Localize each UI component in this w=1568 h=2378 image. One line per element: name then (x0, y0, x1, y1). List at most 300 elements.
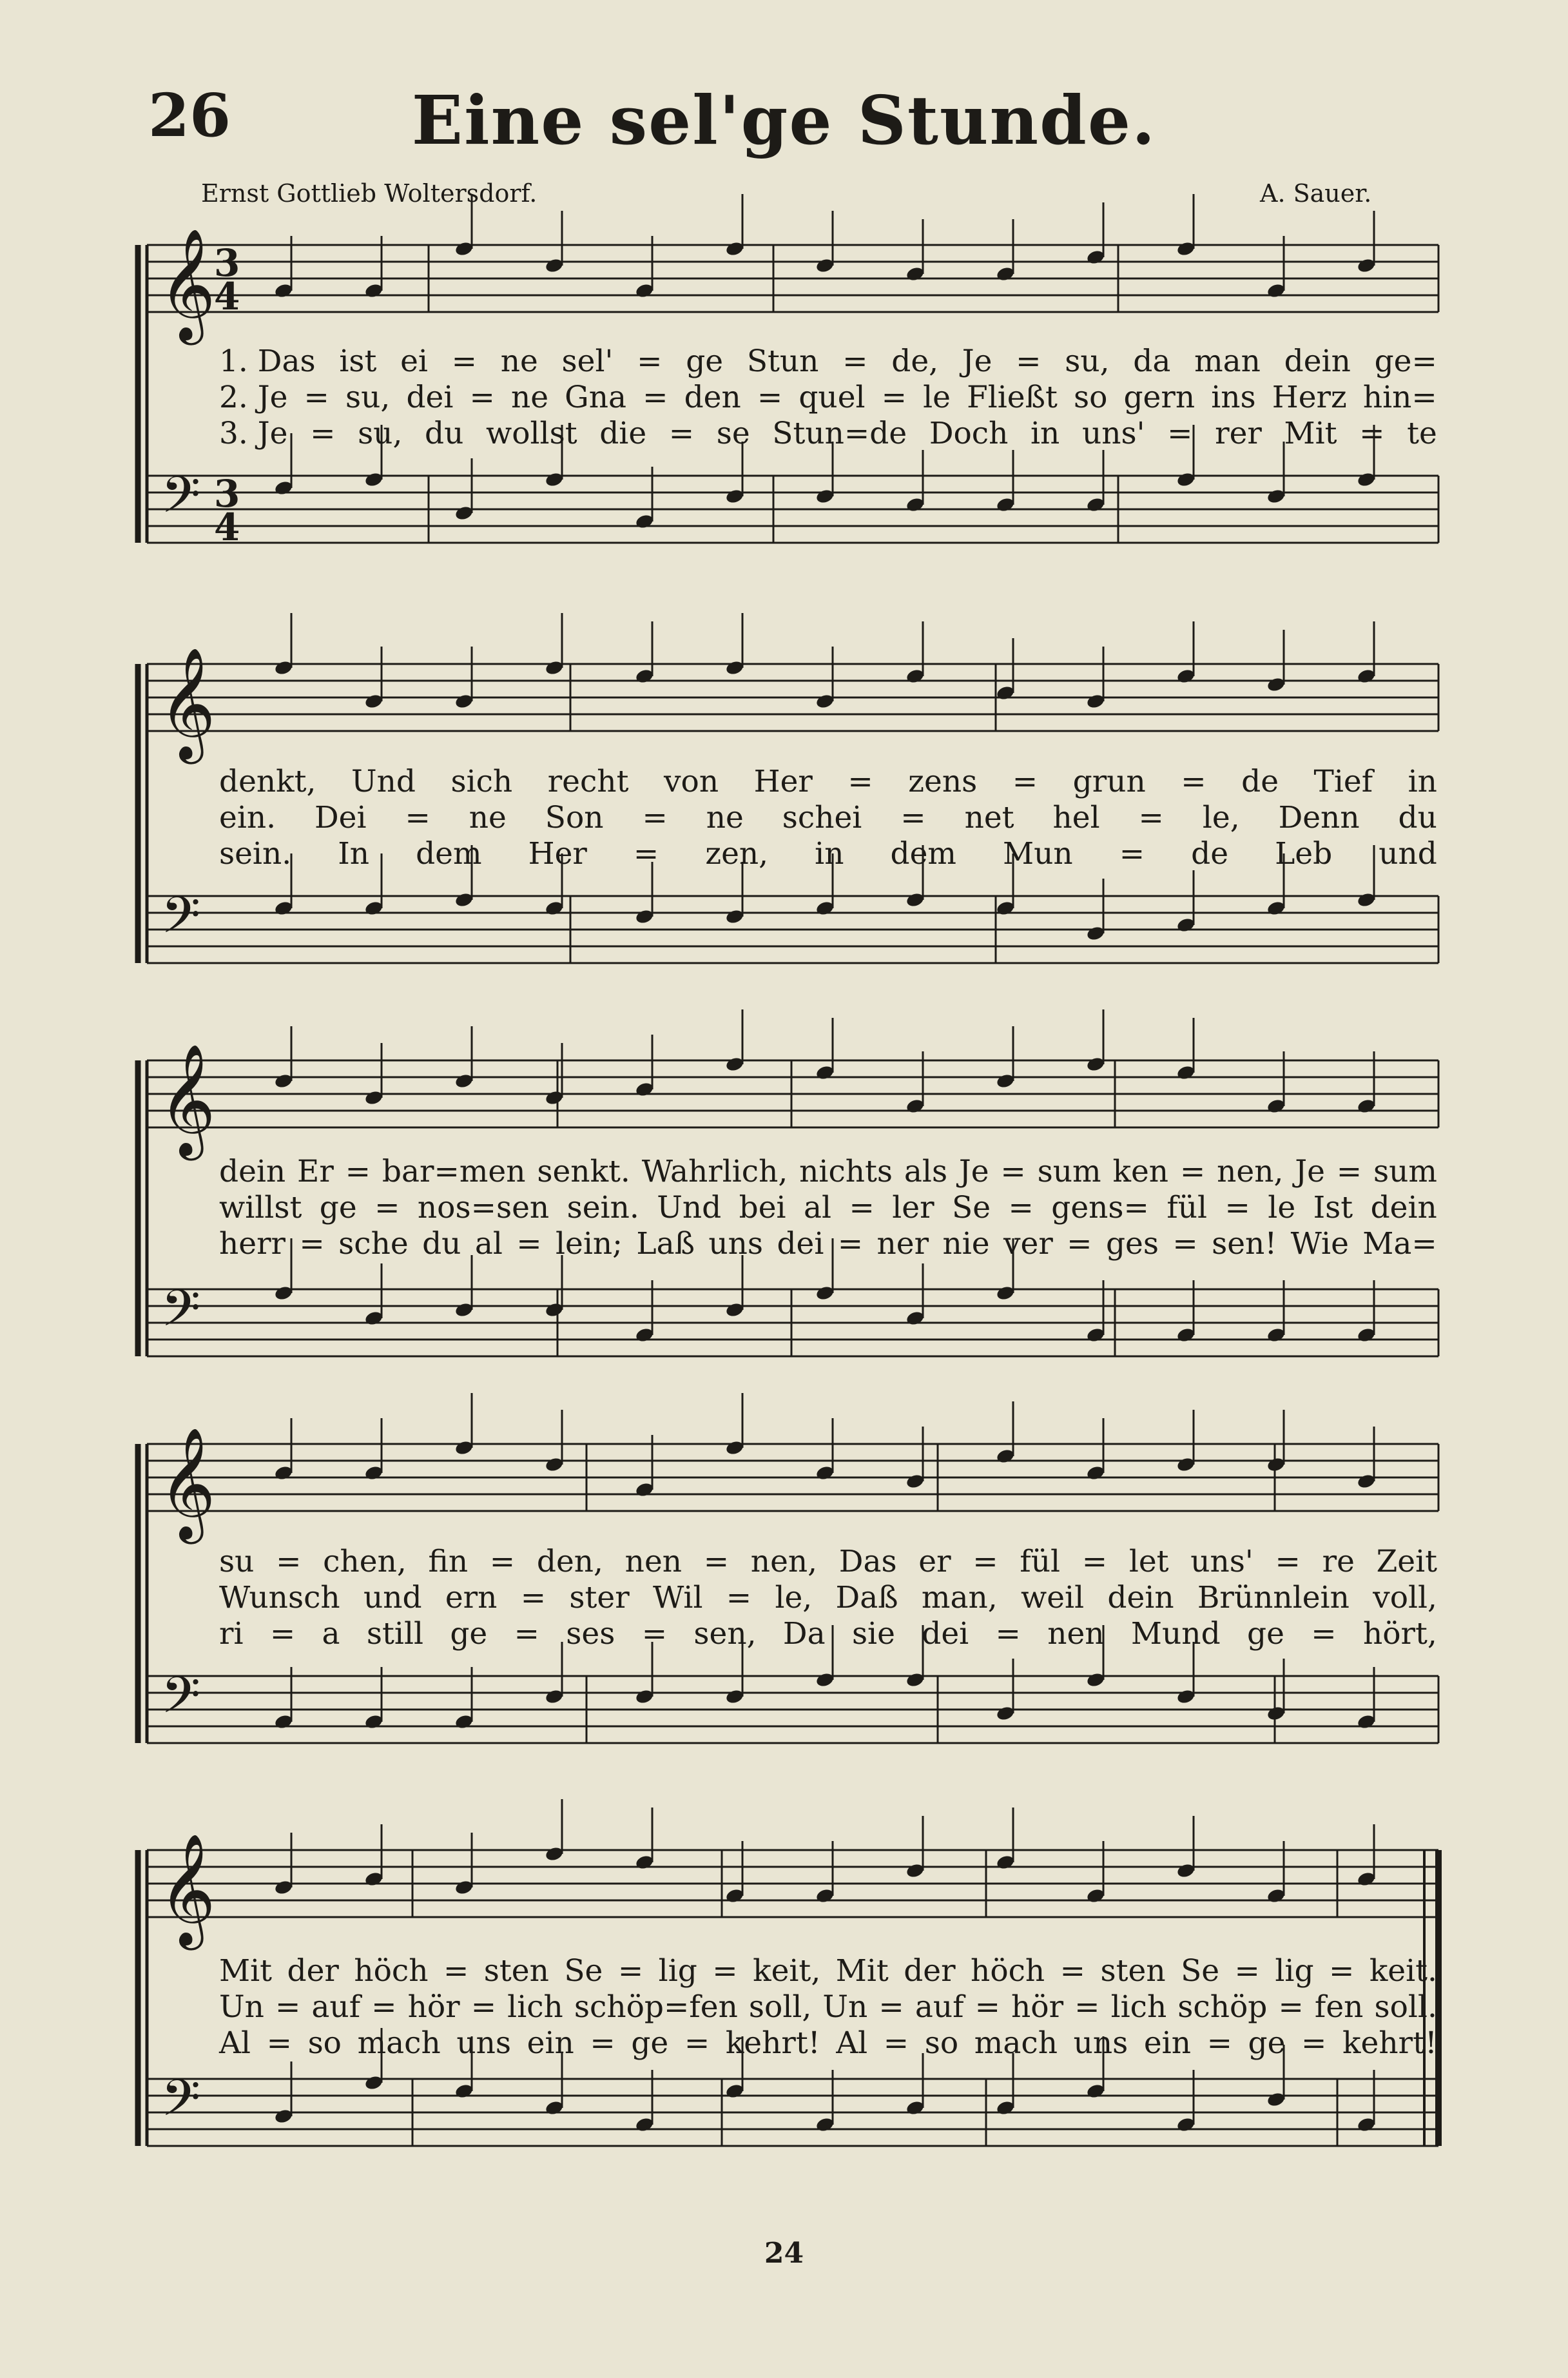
lyric-syllable: höch (354, 1953, 429, 1989)
lyric-syllable: = (726, 1580, 752, 1615)
lyric-syllable: = (1234, 1953, 1260, 1989)
lyric-syllable: Se (1181, 1953, 1220, 1989)
lyric-syllable: = (1119, 836, 1145, 872)
lyric-syllable: su, (1065, 344, 1110, 379)
lyric-syllable: Wunsch (219, 1580, 340, 1615)
lyric-syllable: Tief (1313, 764, 1373, 799)
lyric-syllable: = (514, 1616, 539, 1652)
treble-notes (274, 194, 1377, 299)
lyric-syllable: let (1128, 1544, 1169, 1579)
lyric-syllable: Denn (1278, 800, 1360, 835)
lyric-syllable: = (1311, 1616, 1337, 1652)
lyric-syllable: nie (942, 1226, 990, 1262)
lyric-syllable: = (1179, 1154, 1206, 1189)
lyric-syllable: = (637, 344, 663, 379)
bass-staff (147, 2079, 1438, 2146)
lyric-syllable: sten (483, 1953, 549, 1989)
lyric-syllable: dein (1284, 344, 1351, 379)
lyric-syllable: su, (358, 416, 403, 451)
lyric-syllable: senkt. (537, 1154, 630, 1189)
lyric-syllable: der (904, 1953, 956, 1989)
lyric-syllable: mach (974, 2025, 1058, 2061)
lyric-syllable: in (1031, 416, 1060, 451)
lyric-syllable: = (1181, 764, 1206, 799)
lyric-syllable: Son (545, 800, 604, 835)
lyric-syllable: den (684, 380, 741, 415)
lyric-syllable: du (1398, 800, 1437, 835)
lyric-syllable: = (374, 1190, 400, 1225)
lyric-syllable: = (1008, 1190, 1034, 1225)
lyric-syllable: al (474, 1226, 503, 1262)
lyric-syllable: = (269, 1616, 296, 1652)
lyric-syllable: rer (1215, 416, 1262, 451)
lyric-syllable: a (322, 1616, 340, 1652)
lyric-syllable: soll, (748, 1989, 812, 2025)
lyric-syllable: in (815, 836, 844, 872)
treble-notes (274, 613, 1377, 710)
lyric-verse-3 (219, 836, 1437, 872)
lyric-syllable: nen, (750, 1544, 818, 1579)
lyric-syllable: Herz (1272, 380, 1347, 415)
lyric-syllable: man (1194, 344, 1261, 379)
lyric-syllable: sein. (566, 1190, 639, 1225)
lyric-syllable: soll. (1374, 1989, 1437, 2025)
treble-clef-icon: 𝄞 (159, 1044, 216, 1156)
treble-notes (274, 1393, 1377, 1498)
lyric-syllable: uns' (1190, 1544, 1253, 1579)
lyric-syllable: le (1268, 1190, 1296, 1225)
lyric-syllable: ge (1248, 2025, 1286, 2061)
lyric-syllable: Daß (835, 1580, 898, 1615)
lyric-verse-1 (219, 344, 1437, 379)
lyric-syllable: = (842, 344, 868, 379)
lyric-syllable: nos=sen (417, 1190, 550, 1225)
lyric-syllable: Fließt (967, 380, 1058, 415)
lyric-syllable: = (641, 1616, 668, 1652)
lyric-syllable: dem (416, 836, 482, 872)
lyric-syllable: = (1060, 1953, 1086, 1989)
lyric-syllable: In (338, 836, 370, 872)
lyric-syllable: ge (1247, 1616, 1284, 1652)
lyric-syllable: net (964, 800, 1014, 835)
bass-staff (147, 896, 1438, 963)
lyric-syllable: = (878, 1989, 904, 2025)
lyric-verse-2 (219, 1580, 1437, 1615)
lyric-syllable: ken (1112, 1154, 1169, 1189)
lyric-syllable: Je (958, 1154, 989, 1189)
lyric-syllable: schöp=fen (574, 1989, 738, 2025)
lyric-syllable: = (443, 1953, 469, 1989)
lyric-syllable: nen (1047, 1616, 1105, 1652)
lyric-syllable: sein. (219, 836, 292, 872)
lyric-syllable: 2. Je (219, 380, 288, 415)
lyric-syllable: uns (708, 1226, 764, 1262)
treble-staff (147, 1060, 1438, 1127)
lyric-syllable: ver (1003, 1226, 1053, 1262)
lyric-syllable: herr (219, 1226, 286, 1262)
treble-clef-icon: 𝄞 (159, 228, 216, 340)
lyric-syllable: Al (219, 2025, 251, 2061)
lyric-syllable: = (469, 380, 495, 415)
lyric-syllable: man, (921, 1580, 998, 1615)
lyric-syllable: sche (338, 1226, 409, 1262)
lyric-verse-1 (219, 1953, 1437, 1989)
lyric-syllable: dem (890, 836, 956, 872)
lyric-syllable: Mit (835, 1953, 889, 1989)
lyric-syllable: = (1328, 1953, 1355, 1989)
lyric-syllable: 1. Das (219, 344, 316, 379)
lyric-syllable: = (590, 2025, 615, 2061)
lyric-syllable: dein (219, 1154, 286, 1189)
lyric-syllable: hel (1052, 800, 1100, 835)
lyric-syllable: ler (892, 1190, 934, 1225)
lyric-syllable: = (900, 800, 926, 835)
lyric-syllable: in (1408, 764, 1437, 799)
lyric-syllable: = (1138, 800, 1164, 835)
bass-clef-icon: 𝄢 (161, 1666, 201, 1737)
lyric-syllable: uns (456, 2025, 512, 2061)
bass-clef-icon: 𝄢 (161, 466, 201, 537)
lyric-syllable: so (924, 2025, 959, 2061)
lyric-verse-3 (219, 1616, 1437, 1652)
lyric-syllable: Brünnlein (1197, 1580, 1350, 1615)
lyric-syllable: Da (782, 1616, 826, 1652)
lyric-syllable: ge (686, 344, 724, 379)
lyric-syllable: = (881, 380, 907, 415)
lyric-syllable: = (757, 380, 783, 415)
lyric-syllable: Se (564, 1953, 603, 1989)
lyric-syllable: = (643, 380, 668, 415)
lyric-syllable: = (837, 1226, 864, 1262)
lyric-syllable: Ist (1313, 1190, 1353, 1225)
lyric-syllable: Stun=de (772, 416, 907, 451)
lyric-syllable: = (451, 344, 478, 379)
lyric-syllable: Er (297, 1154, 334, 1189)
lyric-syllable: = (470, 1989, 497, 2025)
bass-staff (147, 476, 1438, 543)
lyric-syllable: von (663, 764, 719, 799)
lyric-syllable: fen (1314, 1989, 1364, 2025)
lyric-syllable: ges (1105, 1226, 1159, 1262)
lyric-syllable: = (299, 1226, 325, 1262)
lyric-syllable: hör (1011, 1989, 1064, 2025)
lyric-syllable: bar=men (382, 1154, 526, 1189)
lyric-syllable: = (371, 1989, 397, 2025)
bass-staff (147, 1289, 1438, 1356)
lyric-syllable: ist (339, 344, 377, 379)
lyric-syllable: ein (1143, 2025, 1191, 2061)
lyric-syllable: ge= (1374, 344, 1437, 379)
bass-clef-icon: 𝄢 (161, 1280, 201, 1350)
lyric-syllable: = (973, 1544, 998, 1579)
lyric-syllable: da (1133, 344, 1171, 379)
lyric-syllable: den, (536, 1544, 603, 1579)
lyric-verse-2 (219, 380, 1437, 415)
lyric-syllable: Wie (1290, 1226, 1349, 1262)
lyric-syllable: te (1407, 416, 1437, 451)
lyric-syllable: Gna (565, 380, 627, 415)
lyric-syllable: = (1278, 1989, 1304, 2025)
lyric-syllable: = (633, 836, 659, 872)
lyric-syllable: Wil (652, 1580, 703, 1615)
lyric-syllable: sen, (693, 1616, 757, 1652)
lyric-syllable: ei (400, 344, 428, 379)
bass-clef-icon: 𝄢 (161, 2069, 201, 2140)
lyric-syllable: Je (1295, 1154, 1325, 1189)
lyric-syllable: chen, (323, 1544, 407, 1579)
lyric-syllable: ge (319, 1190, 357, 1225)
lyric-syllable: sten (1100, 1953, 1166, 1989)
lyric-syllable: sie (851, 1616, 895, 1652)
lyric-syllable: schöp (1177, 1989, 1268, 2025)
lyric-syllable: uns (1073, 2025, 1128, 2061)
lyric-verse-3 (219, 2025, 1437, 2061)
lyric-syllable: und (1379, 836, 1437, 872)
lyric-syllable: Wahrlich, (641, 1154, 788, 1189)
lyric-syllable: = (1336, 1154, 1362, 1189)
lyric-syllable: Laß (636, 1226, 695, 1262)
lyric-syllable: de, (891, 344, 939, 379)
lyric-syllable: lich (1110, 1989, 1167, 2025)
treble-staff (147, 245, 1438, 312)
lyric-syllable: = (405, 800, 431, 835)
lyric-syllable: Doch (929, 416, 1009, 451)
time-signature-denominator: 4 (214, 505, 240, 549)
lyric-syllable: weil (1021, 1580, 1085, 1615)
lyric-verse-2 (219, 800, 1437, 835)
lyricist-credit: Ernst Gottlieb Woltersdorf. (201, 179, 537, 208)
lyric-syllable: = (345, 1154, 371, 1189)
lyric-syllable: = (520, 1580, 547, 1615)
lyric-syllable: Her (528, 836, 587, 872)
lyric-syllable: gern (1123, 380, 1195, 415)
lyric-syllable: = (1359, 416, 1385, 451)
lyric-syllable: = (1000, 1154, 1026, 1189)
hymn-number: 26 (148, 81, 231, 150)
lyric-syllable: dei (777, 1226, 824, 1262)
lyric-syllable: Leb (1275, 836, 1333, 872)
lyric-syllable: ge (450, 1616, 488, 1652)
lyric-syllable: = (1206, 2025, 1232, 2061)
lyric-syllable: Un (822, 1989, 868, 2025)
lyric-syllable: Zeit (1376, 1544, 1437, 1579)
lyric-syllable: lig (658, 1953, 697, 1989)
lyric-syllable: sen! (1212, 1226, 1277, 1262)
lyric-syllable: und (363, 1580, 422, 1615)
lyric-syllable: schei (782, 800, 862, 835)
lyric-syllable: er (918, 1544, 951, 1579)
time-signature-numerator: 3 (214, 241, 240, 285)
lyric-syllable: le, (775, 1580, 813, 1615)
lyric-syllable: le (923, 380, 951, 415)
lyric-syllable: ses (566, 1616, 615, 1652)
lyric-syllable: nichts (799, 1154, 893, 1189)
lyric-syllable: Und (657, 1190, 722, 1225)
lyric-syllable: = (275, 1989, 301, 2025)
composer-credit: A. Sauer. (1260, 179, 1372, 208)
time-signature-numerator: 3 (214, 472, 240, 516)
lyric-syllable: fül (1166, 1190, 1208, 1225)
lyric-syllable: = (974, 1989, 1000, 2025)
lyric-syllable: sel' (561, 344, 614, 379)
lyric-syllable: = (847, 764, 873, 799)
lyric-syllable: ge (631, 2025, 669, 2061)
lyric-syllable: Das (838, 1544, 897, 1579)
lyric-syllable: ne (510, 380, 549, 415)
lyric-syllable: uns' (1081, 416, 1145, 451)
lyric-syllable: recht (547, 764, 629, 799)
lyric-syllable: kehrt! (725, 2025, 820, 2061)
lyric-syllable: dei (922, 1616, 969, 1652)
lyric-syllable: ne (706, 800, 744, 835)
lyric-syllable: kehrt! (1342, 2025, 1437, 2061)
lyric-verse-1 (219, 1544, 1437, 1579)
lyric-syllable: re (1322, 1544, 1355, 1579)
lyric-syllable: dein (1370, 1190, 1437, 1225)
lyric-syllable: ne (469, 800, 507, 835)
lyric-syllable: Stun (746, 344, 819, 379)
lyric-syllable: = (1275, 1544, 1301, 1579)
lyric-syllable: = (310, 416, 336, 451)
lyric-syllable: 3. Je (219, 416, 288, 451)
treble-notes (274, 1009, 1377, 1115)
bass-clef-icon: 𝄢 (161, 886, 201, 957)
lyric-syllable: = (849, 1190, 875, 1225)
lyric-syllable: fül (1020, 1544, 1061, 1579)
lyric-syllable: als (904, 1154, 948, 1189)
lyric-syllable: = (1167, 416, 1193, 451)
lyric-syllable: = (617, 1953, 644, 1989)
lyric-syllable: höch (971, 1953, 1045, 1989)
lyric-syllable: bei (739, 1190, 786, 1225)
lyric-syllable: al (803, 1190, 832, 1225)
lyric-syllable: ne (500, 344, 538, 379)
treble-staff (147, 1444, 1438, 1511)
lyric-syllable: se (716, 416, 750, 451)
lyric-syllable: = (516, 1226, 542, 1262)
lyric-syllable: = (642, 800, 668, 835)
lyric-syllable: = (883, 2025, 909, 2061)
lyric-syllable: ein (527, 2025, 574, 2061)
lyric-syllable: lich (507, 1989, 563, 2025)
lyric-syllable: sum (1037, 1154, 1101, 1189)
lyric-syllable: auf (311, 1989, 361, 2025)
treble-clef-icon: 𝄞 (159, 1833, 216, 1945)
lyric-syllable: ern (445, 1580, 498, 1615)
lyric-syllable: nen (624, 1544, 682, 1579)
lyric-syllable: mach (357, 2025, 441, 2061)
lyric-syllable: Und (351, 764, 416, 799)
lyric-syllable: = (1172, 1226, 1198, 1262)
lyric-syllable: = (995, 1616, 1021, 1652)
lyric-syllable: keit, (753, 1953, 821, 1989)
lyric-syllable: = (1074, 1989, 1100, 2025)
lyric-syllable: voll, (1373, 1580, 1437, 1615)
lyric-syllable: dei (406, 380, 454, 415)
lyric-syllable: der (287, 1953, 339, 1989)
lyric-syllable: = (668, 416, 695, 451)
lyric-syllable: gens= (1051, 1190, 1149, 1225)
lyric-verse-1 (219, 764, 1437, 799)
page-number: 24 (764, 2237, 804, 2270)
lyric-syllable: Mun (1003, 836, 1073, 872)
lyric-syllable: Her (753, 764, 813, 799)
bass-staff (147, 1676, 1438, 1743)
lyric-syllable: quel (799, 380, 866, 415)
lyric-syllable: = (684, 2025, 710, 2061)
lyric-syllable: ri (219, 1616, 244, 1652)
treble-clef-icon: 𝄞 (159, 647, 216, 759)
lyric-verse-2 (219, 1190, 1437, 1225)
lyric-syllable: Dei (314, 800, 367, 835)
lyric-syllable: auf (915, 1989, 964, 2025)
lyric-syllable: = (1012, 764, 1038, 799)
lyric-syllable: Un (219, 1989, 264, 2025)
lyric-syllable: = (489, 1544, 516, 1579)
lyric-syllable: sich (450, 764, 513, 799)
lyric-syllable: zens (908, 764, 978, 799)
lyric-syllable: Ma= (1362, 1226, 1437, 1262)
lyric-syllable: still (366, 1616, 424, 1652)
lyric-syllable: du (425, 416, 464, 451)
lyric-syllable: = (703, 1544, 730, 1579)
lyric-syllable: hör (407, 1989, 460, 2025)
lyric-verse-3 (219, 416, 1437, 451)
lyric-syllable: = (1224, 1190, 1250, 1225)
hymn-title: Eine sel'ge Stunde. (411, 81, 1157, 160)
lyric-syllable: fin (428, 1544, 469, 1579)
lyric-syllable: wollst (485, 416, 577, 451)
lyric-syllable: du (422, 1226, 461, 1262)
lyric-verse-3 (219, 1226, 1437, 1262)
lyric-syllable: Je (962, 344, 992, 379)
lyric-syllable: hört, (1362, 1616, 1437, 1652)
lyric-syllable: denkt, (219, 764, 316, 799)
treble-staff (147, 664, 1438, 731)
lyric-syllable: de (1191, 836, 1229, 872)
lyric-syllable: lig (1275, 1953, 1314, 1989)
lyric-syllable: Se (952, 1190, 991, 1225)
lyric-syllable: de (1241, 764, 1279, 799)
time-signature-denominator: 4 (214, 275, 240, 318)
lyric-syllable: grun (1072, 764, 1146, 799)
lyric-syllable: Mit (1284, 416, 1337, 451)
lyric-syllable: dein (1107, 1580, 1174, 1615)
lyric-syllable: nen, (1217, 1154, 1284, 1189)
lyric-syllable: = (1081, 1544, 1108, 1579)
lyric-syllable: = (1301, 2025, 1327, 2061)
lyric-syllable: willst (219, 1190, 302, 1225)
lyric-syllable: ner (876, 1226, 929, 1262)
lyric-syllable: die (599, 416, 647, 451)
lyric-syllable: Mund (1130, 1616, 1221, 1652)
lyric-syllable: so (1073, 380, 1108, 415)
lyric-syllable: ster (569, 1580, 630, 1615)
lyric-syllable: ein. (219, 800, 276, 835)
lyric-syllable: hin= (1362, 380, 1437, 415)
lyric-syllable: zen, (705, 836, 769, 872)
lyric-syllable: le, (1202, 800, 1240, 835)
lyric-syllable: lein; (556, 1226, 623, 1262)
lyric-syllable: Mit (219, 1953, 273, 1989)
treble-clef-icon: 𝄞 (159, 1427, 216, 1539)
lyric-syllable: = (304, 380, 329, 415)
lyric-syllable: = (712, 1953, 738, 1989)
lyric-syllable: Al (836, 2025, 868, 2061)
treble-staff (147, 1850, 1438, 1917)
lyric-syllable: = (1067, 1226, 1092, 1262)
lyric-syllable: ins (1211, 380, 1256, 415)
